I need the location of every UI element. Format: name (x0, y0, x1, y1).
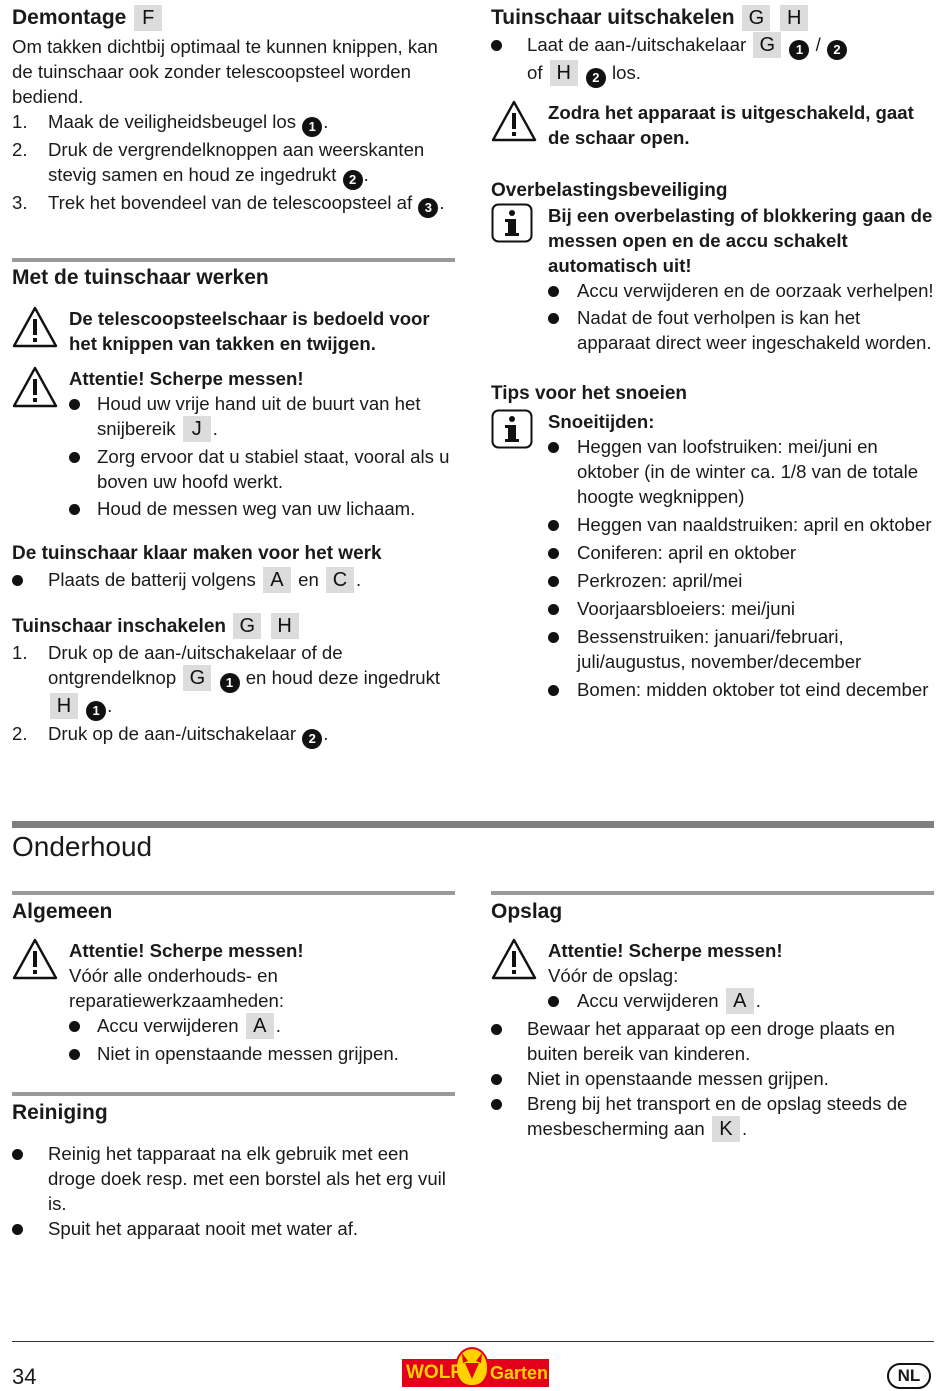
warning-icon (491, 938, 537, 980)
callout-number: 1 (220, 673, 240, 693)
ref-label: A (263, 567, 291, 593)
klaar-heading: De tuinschaar klaar maken voor het werk (12, 543, 382, 564)
bullet-icon (12, 1149, 23, 1160)
bullet-icon (69, 1049, 80, 1060)
list-item: Houd de messen weg van uw lichaam. (69, 496, 457, 521)
callout-number: 2 (302, 729, 322, 749)
page-number: 34 (12, 1364, 37, 1389)
callout-number: 1 (789, 40, 809, 60)
left-column (12, 4, 457, 218)
bullet-icon (69, 1021, 80, 1032)
bullet-icon (548, 548, 559, 559)
bullet-icon (491, 40, 502, 51)
ref-label: G (233, 613, 261, 639)
ref-label: H (271, 613, 299, 639)
bullet-icon (491, 1099, 502, 1110)
callout-number: 1 (86, 701, 106, 721)
list-item: Heggen van loofstruiken: mei/juni en oktober (in de winter ca. 1/8 van de totale hoogte wegknippen) (548, 434, 936, 509)
ref-label: A (246, 1013, 274, 1039)
inschakelen-heading: Tuinschaar inschakelen G H (12, 613, 457, 640)
bullet-icon (548, 313, 559, 324)
ref-label: G (183, 665, 211, 691)
warning-text: Attentie! Scherpe messen! (69, 368, 304, 389)
info-block (491, 203, 936, 355)
ref-label: A (726, 988, 754, 1014)
list-item: Bomen: midden oktober tot eind december (548, 677, 936, 702)
callout-number: 2 (343, 170, 363, 190)
opslag-heading: Opslag (491, 900, 563, 923)
bullet-icon (491, 1024, 502, 1035)
bullet-icon (548, 632, 559, 643)
list-item: Accu verwijderen en de oorzaak verhelpen! (548, 278, 936, 303)
logo-text-left: WOLF (406, 1362, 462, 1383)
callout-number: 3 (418, 198, 438, 218)
warning-text: Attentie! Scherpe messen! (69, 940, 304, 961)
bullet-icon (548, 604, 559, 615)
inschakelen-step: 1. Druk op de aan-/uitschakelaar of de ontgrendelknop G 1 en houd deze ingedrukt H 1 . (12, 640, 457, 721)
logo-text-right: Garten (490, 1363, 549, 1383)
algemeen-section (12, 898, 457, 1066)
demontage-step: 2. Druk de vergrendelknoppen aan weerskanten stevig samen en houd ze ingedrukt 2 . (12, 137, 457, 190)
warning-icon (12, 366, 58, 408)
list-item: Voorjaarsbloeiers: mei/juni (548, 596, 936, 621)
list-item: Laat de aan-/uitschakelaar G 1 / 2 of H 2 los. (491, 32, 936, 88)
list-item: Niet in openstaande messen grijpen. (491, 1066, 936, 1091)
section-rule (12, 258, 455, 262)
language-badge: NL (887, 1363, 931, 1389)
list-item: Heggen van naaldstruiken: april en oktober (548, 512, 936, 537)
list-item: Coniferen: april en oktober (548, 540, 936, 565)
list-item: Reinig het tapparaat na elk gebruik met een droge doek resp. met een borstel als het erg vuil is. (12, 1141, 457, 1216)
bullet-icon (12, 1224, 23, 1235)
bullet-icon (491, 1074, 502, 1085)
demontage-step: 3. Trek het bovendeel van de telescoopsteel af 3 . (12, 190, 457, 218)
ref-label: H (550, 60, 578, 86)
uitschakelen-heading: Tuinschaar uitschakelen G H (491, 4, 936, 32)
callout-number: 1 (302, 117, 322, 137)
warning-icon (12, 306, 58, 348)
footer-rule (12, 1341, 934, 1342)
demontage-section (12, 4, 457, 218)
info-icon (491, 203, 533, 243)
ref-label: H (780, 5, 808, 31)
demontage-step: 1. Maak de veiligheidsbeugel los 1 . (12, 109, 457, 137)
callout-number: 2 (827, 40, 847, 60)
callout-number: 2 (586, 68, 606, 88)
algemeen-heading: Algemeen (12, 900, 113, 923)
bullet-icon (548, 996, 559, 1007)
bullet-icon (548, 442, 559, 453)
overbelasting-heading: Overbelastingsbeveiliging (491, 180, 728, 201)
bullet-icon (69, 399, 80, 410)
list-item: Spuit het apparaat nooit met water af. (12, 1216, 457, 1241)
werken-heading: Met de tuinschaar werken (12, 266, 269, 289)
bullet-icon (69, 452, 80, 463)
list-item: Breng bij het transport en de opslag steeds de mesbescherming aan K . (491, 1091, 936, 1142)
warning-block (12, 938, 457, 1066)
tips-heading: Tips voor het snoeien (491, 383, 688, 404)
list-item: Accu verwijderen A . (548, 988, 936, 1014)
right-column (491, 4, 936, 702)
warning-text: De telescoopsteelschaar is bedoeld voor het knippen van takken en twijgen. (69, 308, 430, 354)
ref-label: H (50, 693, 78, 719)
section-rule (12, 1092, 455, 1096)
warning-block (12, 366, 457, 521)
warning-block (491, 100, 936, 150)
opslag-section (491, 898, 936, 1142)
bullet-icon (548, 286, 559, 297)
section-rule (12, 891, 455, 895)
inschakelen-step: 2. Druk op de aan-/uitschakelaar 2 . (12, 721, 457, 749)
chapter-rule (12, 821, 934, 828)
reiniging-heading: Reiniging (12, 1101, 108, 1124)
bullet-icon (12, 575, 23, 586)
info-text: Bij een overbelasting of blokkering gaan de messen open en de accu schakelt automatisch uit! (548, 205, 933, 276)
tips-subtitle: Snoeitijden: (548, 411, 655, 432)
ref-label: G (753, 32, 781, 58)
bullet-icon (548, 576, 559, 587)
reiniging-section (12, 1099, 457, 1241)
section-rule (491, 891, 934, 895)
ref-label-f: F (134, 5, 162, 31)
warning-block (491, 938, 936, 1014)
werken-section (12, 264, 457, 749)
wolf-garten-logo (402, 1347, 549, 1387)
list-item: Zorg ervoor dat u stabiel staat, vooral als u boven uw hoofd werkt. (69, 444, 457, 494)
bullet-icon (69, 504, 80, 515)
onderhoud-title: Onderhoud (12, 831, 153, 862)
list-item: Bewaar het apparaat op een droge plaats en buiten bereik van kinderen. (491, 1016, 936, 1066)
warning-text: Attentie! Scherpe messen! (548, 940, 783, 961)
list-item: Houd uw vrije hand uit de buurt van het snijbereik J . (69, 391, 457, 442)
info-block (491, 409, 936, 702)
demontage-intro: Om takken dichtbij optimaal te kunnen knippen, kan de tuinschaar ook zonder telescoopsteel worden bediend. (12, 36, 438, 107)
warning-icon (491, 100, 537, 142)
list-item: Bessenstruiken: januari/februari, juli/augustus, november/december (548, 624, 936, 674)
list-item: Nadat de fout verholpen is kan het apparaat direct weer ingeschakeld worden. (548, 305, 936, 355)
list-item: Plaats de batterij volgens A en C . (12, 567, 457, 593)
wolf-face-icon (459, 1351, 485, 1381)
bullet-icon (548, 520, 559, 531)
list-item: Niet in openstaande messen grijpen. (69, 1041, 457, 1066)
algemeen-text: Vóór alle onderhouds- en reparatiewerkzaamheden: (69, 965, 284, 1011)
bullet-icon (548, 685, 559, 696)
list-item: Accu verwijderen A . (69, 1013, 457, 1039)
demontage-heading: Demontage F (12, 4, 457, 32)
opslag-text: Vóór de opslag: (548, 965, 679, 986)
ref-label: J (183, 416, 211, 442)
info-icon (491, 409, 533, 449)
warning-text: Zodra het apparaat is uitgeschakeld, gaat de schaar open. (548, 102, 914, 148)
list-item: Perkrozen: april/mei (548, 568, 936, 593)
ref-label: K (712, 1116, 740, 1142)
ref-label: C (326, 567, 354, 593)
ref-label: G (742, 5, 770, 31)
warning-block (12, 306, 457, 356)
warning-icon (12, 938, 58, 980)
